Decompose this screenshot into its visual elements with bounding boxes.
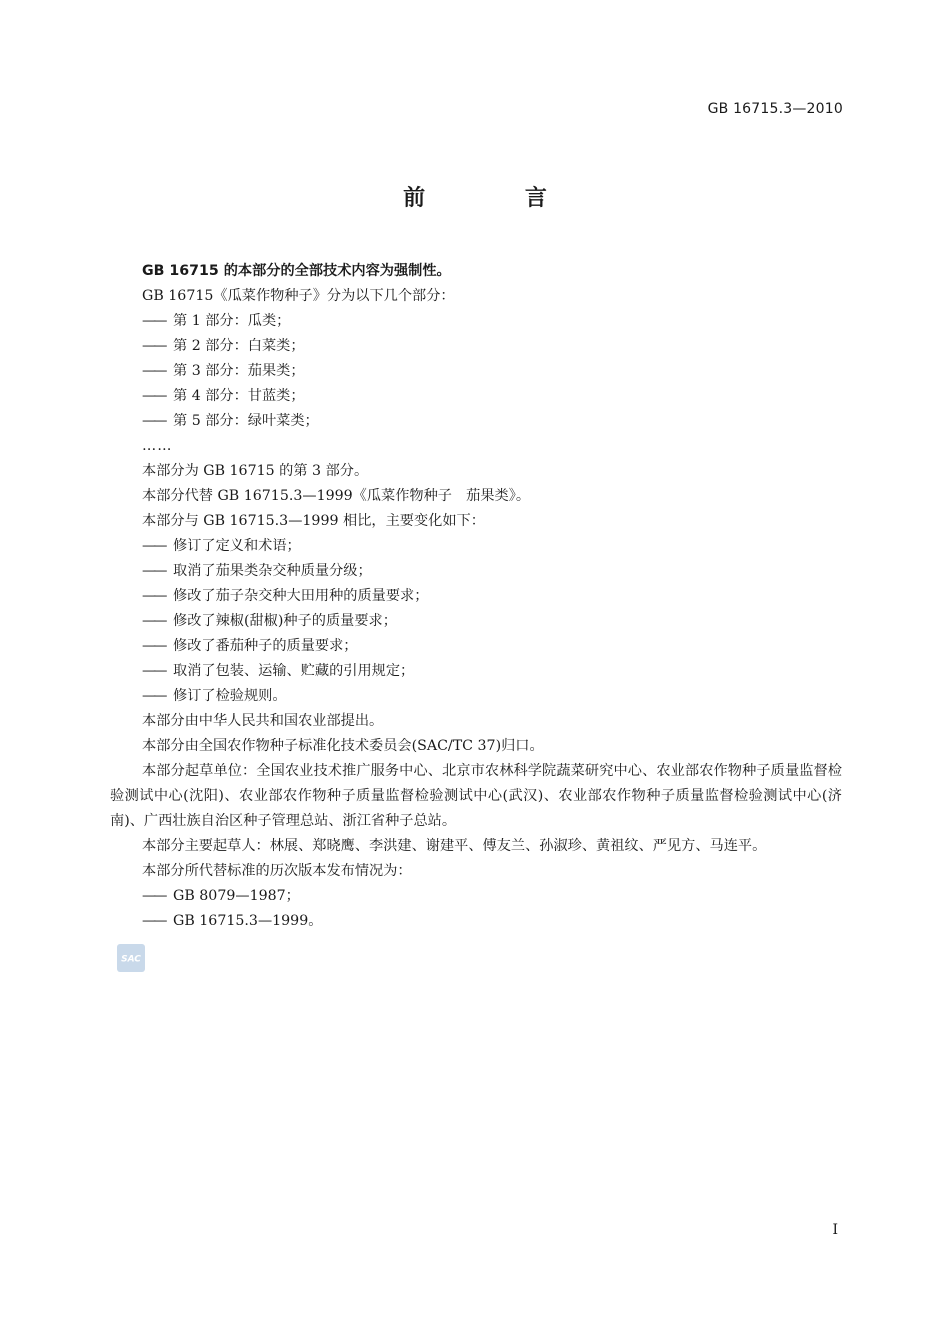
standard-code: GB 16715.3—2010 bbox=[707, 101, 843, 117]
history-intro: 本部分所代替标准的历次版本发布情况为： bbox=[142, 863, 412, 879]
proposed-by-statement: 本部分由中华人民共和国农业部提出。 bbox=[142, 713, 384, 729]
list-item bbox=[110, 684, 842, 709]
change-item-label: 取消了茄果类杂交种质量分级； bbox=[173, 563, 372, 579]
list-item bbox=[110, 534, 842, 559]
history-item-label: GB 8079—1987； bbox=[173, 888, 300, 904]
dash-marker: —— bbox=[142, 613, 165, 629]
dash-marker: —— bbox=[142, 538, 165, 554]
dash-marker: —— bbox=[142, 413, 165, 429]
list-item bbox=[110, 384, 842, 409]
svg-text:SAC: SAC bbox=[121, 954, 141, 965]
part-item-label: 第 3 部分：茄果类； bbox=[173, 363, 305, 379]
list-item bbox=[110, 909, 842, 934]
list-item bbox=[110, 659, 842, 684]
centralized-by-statement: 本部分由全国农作物种子标准化技术委员会(SAC/TC 37)归口。 bbox=[142, 738, 544, 754]
sac-watermark-logo bbox=[117, 944, 145, 972]
mandatory-statement: GB 16715 的本部分的全部技术内容为强制性。 bbox=[142, 263, 451, 279]
dash-marker: —— bbox=[142, 338, 165, 354]
list-item bbox=[110, 884, 842, 909]
change-item-label: 修订了定义和术语； bbox=[173, 538, 301, 554]
list-item bbox=[110, 609, 842, 634]
change-item-label: 取消了包装、运输、贮藏的引用规定； bbox=[173, 663, 415, 679]
change-item-label: 修订了检验规则。 bbox=[173, 688, 287, 704]
dash-marker: —— bbox=[142, 688, 165, 704]
page-number: I bbox=[832, 1222, 838, 1238]
list-item bbox=[110, 409, 842, 434]
dash-marker: —— bbox=[142, 363, 165, 379]
parts-ellipsis: …… bbox=[142, 438, 173, 454]
list-item bbox=[110, 359, 842, 384]
list-item bbox=[110, 309, 842, 334]
change-item-label: 修改了辣椒(甜椒)种子的质量要求； bbox=[173, 613, 397, 629]
part-item-label: 第 1 部分：瓜类； bbox=[173, 313, 291, 329]
dash-marker: —— bbox=[142, 888, 165, 904]
dash-marker: —— bbox=[142, 563, 165, 579]
drafting-units-statement: 本部分起草单位：全国农业技术推广服务中心、北京市农林科学院蔬菜研究中心、农业部农作物种子质量监督检验测试中心(沈阳)、农业部农作物种子质量监督检验测试中心(武汉)、农业部农作物种子质量监督检验测试中心(济南)、广西壮族自治区种子管理总站、浙江省种子总站。 bbox=[110, 763, 842, 829]
this-part-statement: 本部分为 GB 16715 的第 3 部分。 bbox=[142, 463, 369, 479]
dash-marker: —— bbox=[142, 588, 165, 604]
dash-marker: —— bbox=[142, 913, 165, 929]
replaces-statement: 本部分代替 GB 16715.3—1999《瓜菜作物种子 茄果类》。 bbox=[142, 488, 531, 504]
change-item-label: 修改了番茄种子的质量要求； bbox=[173, 638, 358, 654]
part-item-label: 第 2 部分：白菜类； bbox=[173, 338, 305, 354]
dash-marker: —— bbox=[142, 638, 165, 654]
list-item bbox=[110, 559, 842, 584]
change-item-label: 修改了茄子杂交种大田用种的质量要求； bbox=[173, 588, 429, 604]
page-title: 前 言 bbox=[403, 186, 593, 211]
parts-intro: GB 16715《瓜菜作物种子》分为以下几个部分： bbox=[142, 288, 455, 304]
part-item-label: 第 4 部分：甘蓝类； bbox=[173, 388, 305, 404]
dash-marker: —— bbox=[142, 388, 165, 404]
drafters-statement: 本部分主要起草人：林展、郑晓鹰、李洪建、谢建平、傅友兰、孙淑珍、黄祖纹、严见方、马连平。 bbox=[142, 838, 767, 854]
dash-marker: —— bbox=[142, 663, 165, 679]
foreword-body bbox=[110, 259, 842, 934]
dash-marker: —— bbox=[142, 313, 165, 329]
list-item bbox=[110, 334, 842, 359]
list-item bbox=[110, 584, 842, 609]
part-item-label: 第 5 部分：绿叶菜类； bbox=[173, 413, 319, 429]
list-item bbox=[110, 634, 842, 659]
changes-intro: 本部分与 GB 16715.3—1999 相比，主要变化如下： bbox=[142, 513, 485, 529]
history-item-label: GB 16715.3—1999。 bbox=[173, 913, 323, 929]
